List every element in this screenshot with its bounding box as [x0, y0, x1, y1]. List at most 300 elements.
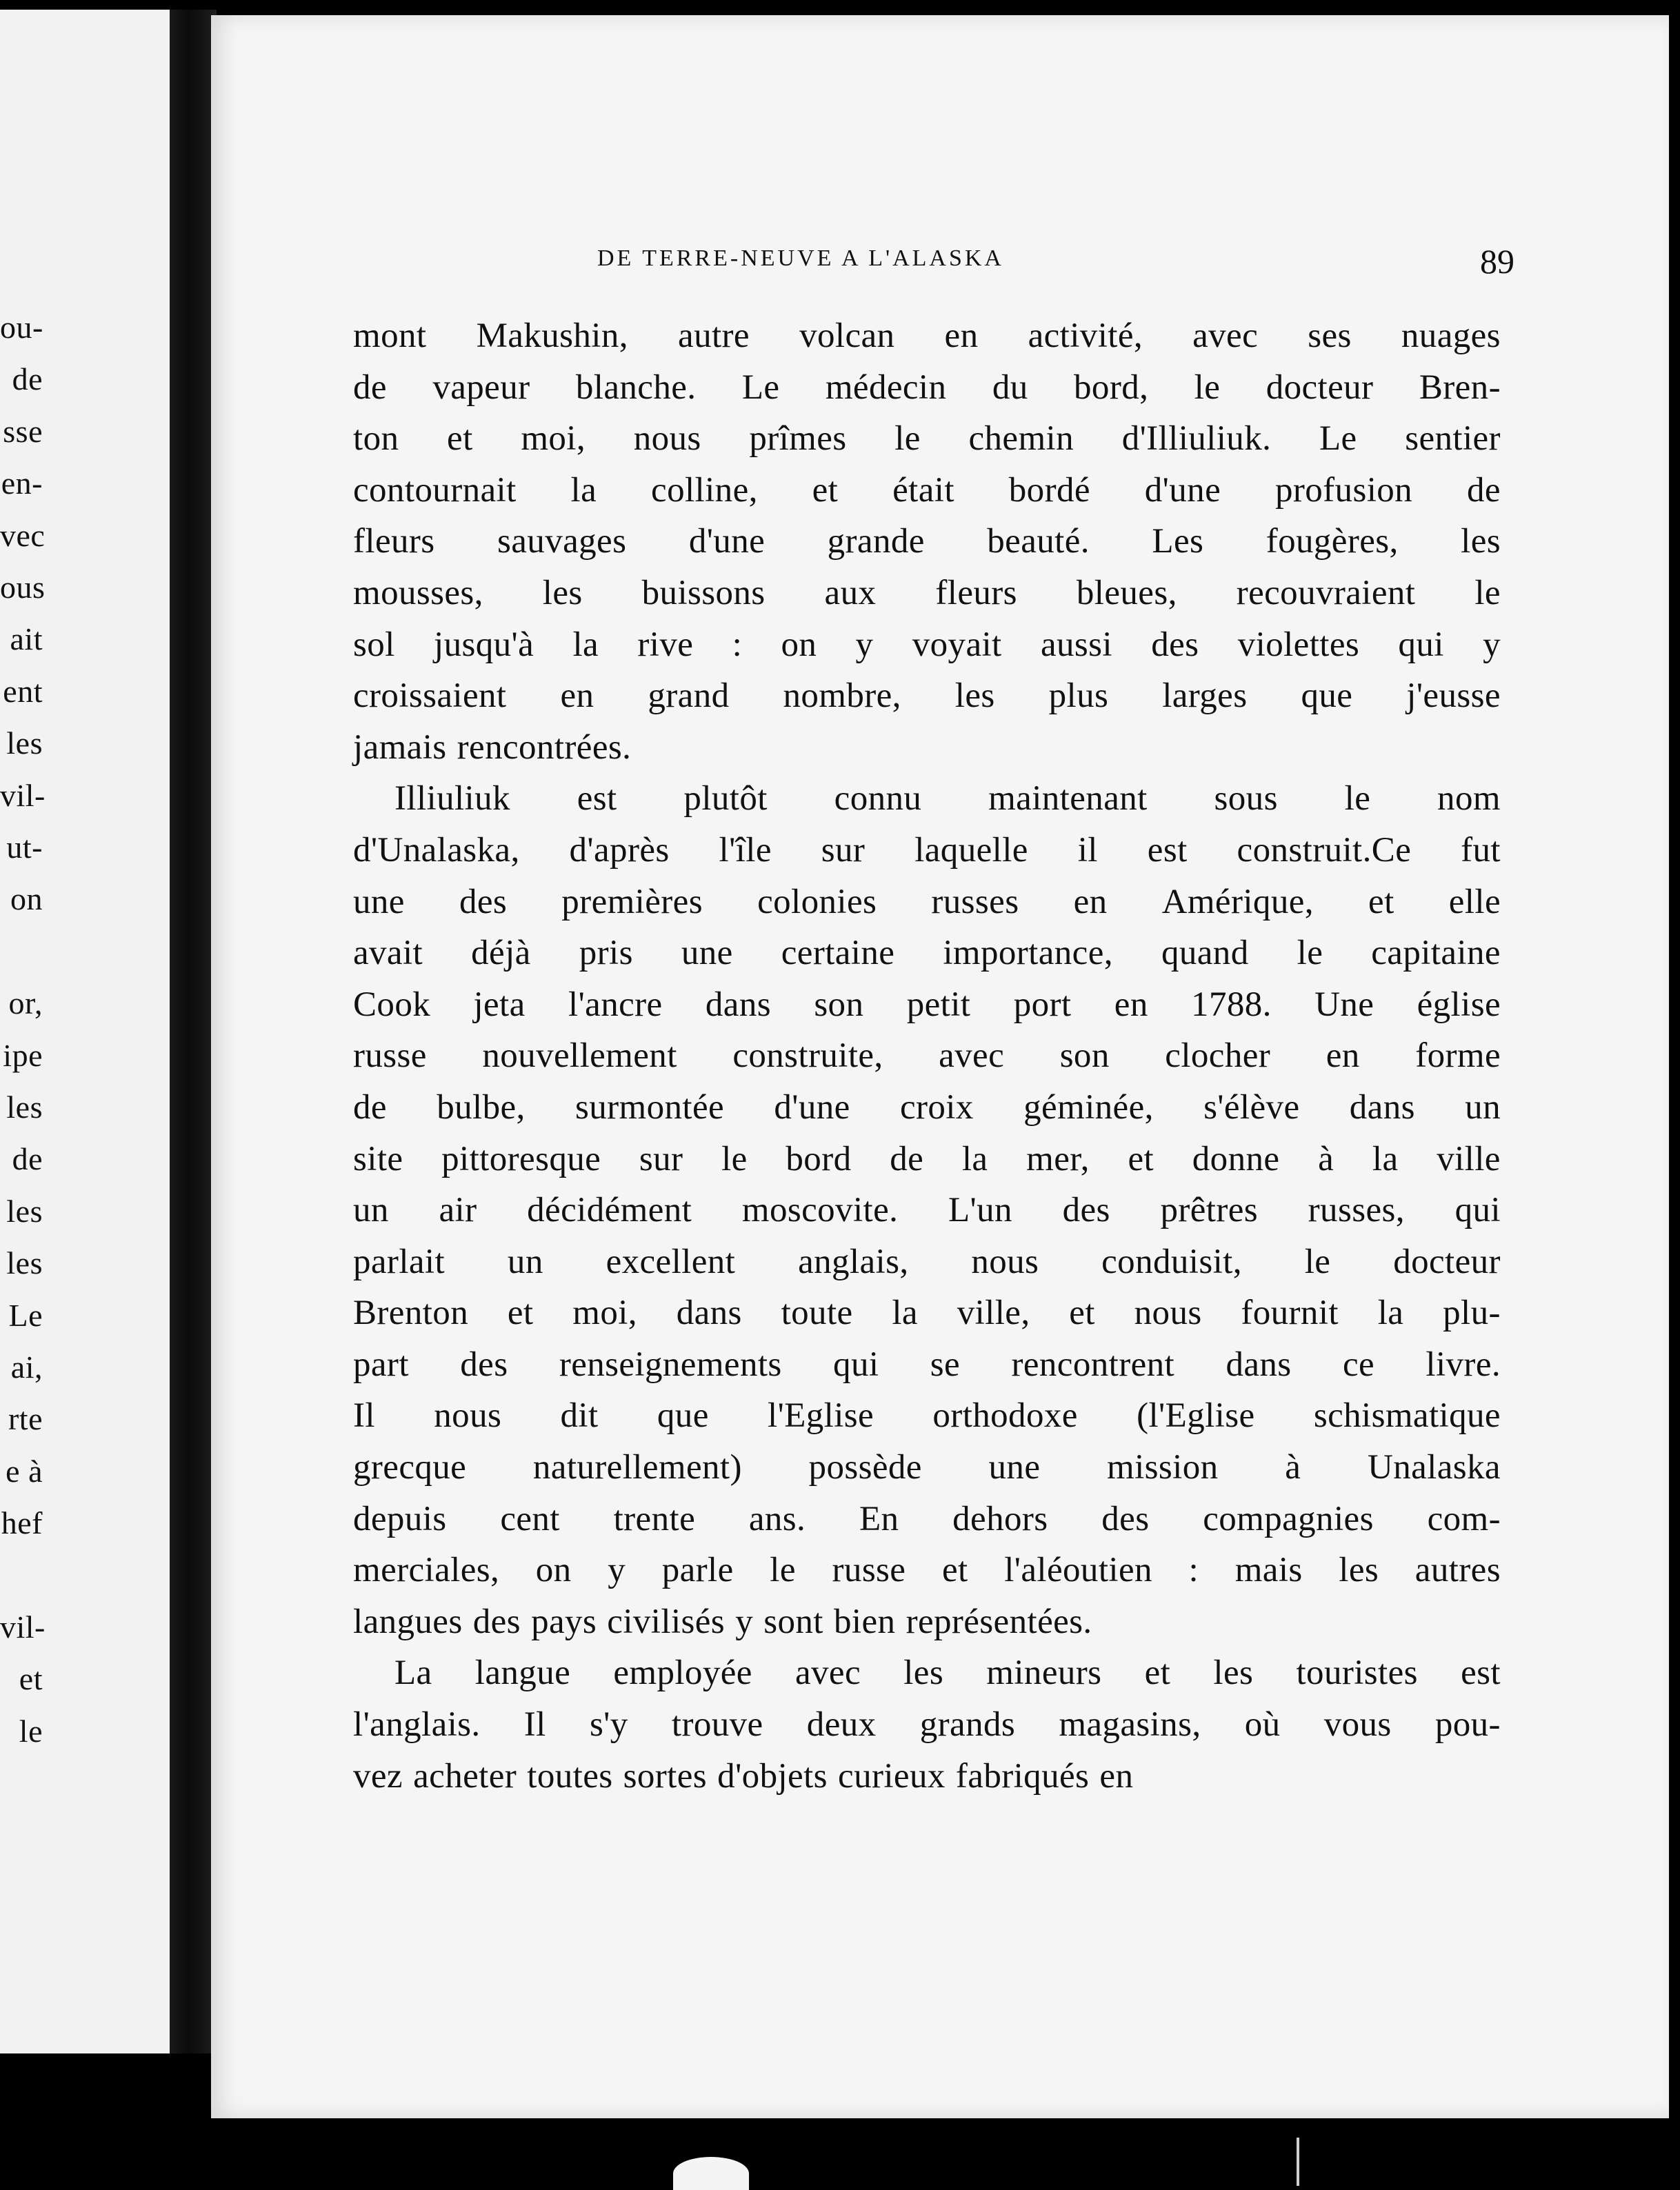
- word: est: [1461, 1654, 1501, 1693]
- word: le: [1344, 779, 1371, 818]
- word: sur: [639, 1139, 683, 1178]
- word: la: [572, 625, 599, 664]
- word: Il: [353, 1396, 375, 1436]
- word: mission: [1107, 1448, 1219, 1487]
- word: de: [353, 368, 387, 407]
- word: docteur: [1393, 1242, 1501, 1281]
- word: nom: [1437, 779, 1501, 818]
- text-line: [353, 876, 1501, 928]
- word: les: [1339, 1551, 1379, 1590]
- word: en: [1114, 985, 1148, 1024]
- word: autre: [678, 317, 750, 355]
- word: une: [353, 882, 405, 921]
- word: langue: [474, 1654, 571, 1693]
- text-line: [353, 825, 1501, 876]
- word: la: [892, 1294, 918, 1333]
- text-line: [353, 516, 1501, 567]
- body-text: [353, 310, 1501, 1802]
- word: russe: [832, 1551, 906, 1590]
- word: mousses,: [353, 573, 483, 612]
- word: dehors: [952, 1499, 1048, 1538]
- word: le: [1194, 368, 1221, 407]
- word: quand: [1161, 934, 1249, 973]
- word: magasins,: [1059, 1705, 1201, 1745]
- word: sous: [1214, 779, 1278, 818]
- text-line: [353, 1390, 1501, 1442]
- word: ville: [1437, 1139, 1501, 1178]
- left-page-line-fragment: ai,: [10, 1349, 43, 1385]
- word: son: [1059, 1036, 1110, 1076]
- word: avec: [795, 1654, 861, 1693]
- left-page-line-fragment: les: [6, 1245, 43, 1281]
- word: ce: [1342, 1345, 1375, 1384]
- word: part: [353, 1345, 409, 1384]
- scan-speck: [1297, 2138, 1299, 2186]
- word: son: [814, 985, 864, 1024]
- word: trouve: [671, 1705, 763, 1745]
- text-line: vez acheter toutes sortes d'objets curieux fabriqués en: [353, 1756, 1134, 1796]
- word: jeta: [473, 985, 526, 1024]
- word: :: [732, 625, 743, 664]
- word: en: [1073, 882, 1108, 921]
- word: donne: [1192, 1139, 1280, 1178]
- word: en: [944, 317, 979, 355]
- word: bordé: [1008, 470, 1090, 510]
- word: :: [1188, 1551, 1199, 1590]
- word: autres: [1414, 1551, 1501, 1590]
- word: nouvellement: [482, 1036, 677, 1076]
- word: nous: [633, 419, 701, 459]
- left-page-line-fragment: vec: [0, 517, 46, 553]
- text-line: [353, 413, 1501, 465]
- left-page-line-fragment: les: [6, 1193, 43, 1229]
- word: Une: [1314, 985, 1374, 1024]
- left-page-line-fragment: ut-: [6, 830, 43, 865]
- word: dans: [1349, 1087, 1415, 1127]
- text-line: [353, 1647, 1501, 1699]
- word: sauvages: [497, 522, 627, 561]
- text-line: [353, 465, 1501, 516]
- text-line: [353, 1545, 1501, 1596]
- word: employée: [613, 1654, 752, 1693]
- word: décidément: [527, 1191, 692, 1230]
- text-line: [353, 1030, 1501, 1082]
- word: voyait: [912, 625, 1002, 664]
- left-page-line-fragment: hef: [1, 1505, 43, 1541]
- header-title: DE TERRE-NEUVE A L'ALASKA: [597, 245, 1004, 271]
- word: merciales,: [353, 1551, 500, 1590]
- word: Brenton: [353, 1294, 469, 1333]
- word: nous: [971, 1242, 1039, 1281]
- word: d'Unalaska,: [353, 830, 520, 870]
- word: connu: [834, 779, 922, 818]
- word: chemin: [968, 419, 1074, 459]
- word: schismatique: [1313, 1396, 1501, 1436]
- word: touristes: [1296, 1654, 1418, 1693]
- word: La: [394, 1654, 432, 1693]
- text-line: [353, 362, 1501, 414]
- word: 1788.: [1191, 985, 1272, 1024]
- word: surmontée: [575, 1087, 725, 1127]
- word: et: [507, 1294, 534, 1333]
- word: ville,: [957, 1294, 1030, 1333]
- word: depuis: [353, 1499, 447, 1538]
- word: plu-: [1443, 1294, 1501, 1333]
- word: à: [1318, 1139, 1334, 1178]
- word: le: [1304, 1242, 1331, 1281]
- left-page-line-fragment: ipe: [3, 1037, 43, 1073]
- word: nuages: [1401, 317, 1501, 355]
- word: mineurs: [986, 1654, 1102, 1693]
- word: il: [1077, 830, 1098, 870]
- word: le: [1474, 573, 1501, 612]
- left-page-line-fragment: vil-: [0, 1609, 46, 1645]
- word: des: [460, 1345, 508, 1384]
- word: l'anglais.: [353, 1705, 481, 1745]
- word: grand: [648, 676, 730, 716]
- text-line: [353, 619, 1501, 671]
- word: sur: [821, 830, 866, 870]
- word: d'une: [774, 1087, 850, 1127]
- word: ses: [1308, 317, 1352, 355]
- word: renseignements: [559, 1345, 782, 1384]
- word: les: [1213, 1654, 1254, 1693]
- word: volcan: [799, 317, 895, 355]
- word: la: [1377, 1294, 1404, 1333]
- word: grande: [827, 522, 925, 561]
- word: rencontrent: [1011, 1345, 1175, 1384]
- word: com-: [1427, 1499, 1501, 1538]
- word: sentier: [1405, 419, 1501, 459]
- word: livre.: [1426, 1345, 1501, 1384]
- word: jusqu'à: [434, 625, 534, 664]
- word: ton: [353, 419, 399, 459]
- text-line: [353, 1236, 1501, 1288]
- left-page-line-fragment: les: [6, 725, 43, 761]
- word: Illiuliuk: [394, 779, 510, 818]
- text-line: [353, 927, 1501, 979]
- left-page-line-fragment: ous: [0, 570, 46, 605]
- word: Il: [523, 1705, 546, 1745]
- word: des: [1151, 625, 1199, 664]
- word: ans.: [748, 1499, 806, 1538]
- word: russes,: [1308, 1191, 1405, 1230]
- word: cent: [500, 1499, 560, 1538]
- word: air: [439, 1191, 477, 1230]
- word: importance,: [943, 934, 1113, 973]
- word: Unalaska: [1367, 1448, 1501, 1487]
- left-page-line-fragment: on: [10, 881, 43, 917]
- left-page-line-fragment: en-: [1, 465, 43, 501]
- word: bulbe,: [437, 1087, 526, 1127]
- word: avec: [1192, 317, 1259, 355]
- word: est: [1147, 830, 1188, 870]
- word: bleues,: [1076, 573, 1177, 612]
- word: croissaient: [353, 676, 507, 716]
- word: russe: [353, 1036, 427, 1076]
- word: qui: [1398, 625, 1444, 664]
- text-line: [353, 670, 1501, 722]
- word: plus: [1048, 676, 1109, 716]
- text-line: [353, 1442, 1501, 1494]
- left-page-line-fragment: de: [12, 361, 43, 397]
- word: et: [447, 419, 473, 459]
- word: Le: [1319, 419, 1357, 459]
- word: Le: [741, 368, 780, 407]
- word: beauté.: [987, 522, 1090, 561]
- word: mais: [1234, 1551, 1303, 1590]
- word: bord: [786, 1139, 852, 1178]
- word: forme: [1415, 1036, 1501, 1076]
- word: mont: [353, 317, 427, 355]
- word: se: [930, 1345, 961, 1384]
- word: premières: [561, 882, 703, 921]
- word: le: [1297, 934, 1323, 973]
- word: le: [894, 419, 921, 459]
- left-page-line-fragment: et: [19, 1661, 43, 1697]
- running-header: [597, 242, 1514, 294]
- word: nous: [434, 1396, 502, 1436]
- word: que: [657, 1396, 709, 1436]
- word: moi,: [572, 1294, 637, 1333]
- word: et: [812, 470, 839, 510]
- left-page-line-fragment: rte: [8, 1401, 43, 1437]
- left-page-line-fragment: de: [12, 1141, 43, 1177]
- word: médecin: [825, 368, 947, 407]
- word: l'Eglise: [768, 1396, 874, 1436]
- word: qui: [833, 1345, 879, 1384]
- word: d'Illiuliuk.: [1121, 419, 1272, 459]
- word: deux: [806, 1705, 877, 1745]
- word: violettes: [1237, 625, 1360, 664]
- scan-speck: [673, 2157, 749, 2190]
- word: avec: [939, 1036, 1005, 1076]
- word: contournait: [353, 470, 517, 510]
- word: russes: [931, 882, 1019, 921]
- word: conduisit,: [1101, 1242, 1242, 1281]
- text-line: [353, 979, 1501, 1031]
- word: elle: [1448, 882, 1501, 921]
- word: des: [459, 882, 508, 921]
- word: aux: [824, 573, 877, 612]
- word: la: [570, 470, 597, 510]
- word: déjà: [471, 934, 531, 973]
- page-number: 89: [1480, 242, 1514, 281]
- text-line: [353, 1134, 1501, 1185]
- word: port: [1013, 985, 1072, 1024]
- word: à: [1285, 1448, 1301, 1487]
- word: dans: [676, 1294, 742, 1333]
- word: le: [770, 1551, 796, 1590]
- word: l'aléoutien: [1004, 1551, 1152, 1590]
- word: plutôt: [683, 779, 768, 818]
- word: d'après: [569, 830, 670, 870]
- word: dans: [705, 985, 771, 1024]
- word: rive: [637, 625, 694, 664]
- word: nombre,: [783, 676, 901, 716]
- book-gutter: [170, 10, 217, 2053]
- word: dit: [560, 1396, 599, 1436]
- word: profusion: [1274, 470, 1413, 510]
- word: petit: [906, 985, 971, 1024]
- word: Makushin,: [476, 317, 628, 355]
- word: activité,: [1028, 317, 1143, 355]
- word: prîmes: [749, 419, 847, 459]
- right-page: [211, 15, 1669, 2118]
- word: d'une: [1144, 470, 1221, 510]
- word: s'élève: [1203, 1087, 1300, 1127]
- text-line: [353, 1339, 1501, 1391]
- word: de: [353, 1087, 387, 1127]
- word: les: [954, 676, 995, 716]
- word: qui: [1454, 1191, 1501, 1230]
- word: un: [1465, 1087, 1501, 1127]
- word: pou-: [1434, 1705, 1501, 1745]
- word: fougères,: [1266, 522, 1399, 561]
- word: larges: [1162, 676, 1248, 716]
- word: Les: [1152, 522, 1204, 561]
- word: prêtres: [1160, 1191, 1258, 1230]
- word: pris: [579, 934, 633, 973]
- text-line: [353, 1699, 1501, 1751]
- word: y: [855, 625, 874, 664]
- word: laquelle: [914, 830, 1028, 870]
- word: un: [353, 1191, 389, 1230]
- word: orthodoxe: [932, 1396, 1078, 1436]
- word: en: [1326, 1036, 1360, 1076]
- word: vous: [1323, 1705, 1392, 1745]
- word: un: [507, 1242, 543, 1281]
- text-line: [353, 1082, 1501, 1134]
- word: croix: [899, 1087, 974, 1127]
- left-page-line-fragment: or,: [8, 985, 43, 1021]
- word: et: [1069, 1294, 1095, 1333]
- word: y: [608, 1551, 626, 1590]
- word: Amérique,: [1161, 882, 1314, 921]
- word: site: [353, 1139, 403, 1178]
- text-line: jamais rencontrées.: [353, 727, 632, 767]
- word: l'ancre: [568, 985, 663, 1024]
- word: trente: [613, 1499, 696, 1538]
- word: clocher: [1165, 1036, 1271, 1076]
- word: que: [1301, 676, 1353, 716]
- text-line: langues des pays civilisés y sont bien représentées.: [353, 1602, 1092, 1641]
- left-page-line-fragment: ait: [10, 621, 43, 657]
- word: recouvraient: [1236, 573, 1416, 612]
- word: fut: [1461, 830, 1501, 870]
- word: Bren-: [1419, 368, 1501, 407]
- word: capitaine: [1371, 934, 1501, 973]
- word: compagnies: [1203, 1499, 1374, 1538]
- word: aussi: [1040, 625, 1112, 664]
- word: Cook: [353, 985, 431, 1024]
- word: sol: [353, 625, 395, 664]
- left-page-line-fragment: le: [19, 1713, 43, 1749]
- word: parle: [661, 1551, 734, 1590]
- word: où: [1244, 1705, 1281, 1745]
- word: la: [1372, 1139, 1399, 1178]
- word: maintenant: [988, 779, 1148, 818]
- left-page-line-fragment: les: [6, 1089, 43, 1125]
- word: grands: [919, 1705, 1016, 1745]
- word: fournit: [1241, 1294, 1339, 1333]
- word: on: [781, 625, 817, 664]
- word: d'une: [688, 522, 766, 561]
- word: la: [961, 1139, 988, 1178]
- word: construite,: [732, 1036, 883, 1076]
- word: des: [1101, 1499, 1150, 1538]
- word: des: [1062, 1191, 1110, 1230]
- word: on: [535, 1551, 572, 1590]
- word: et: [941, 1551, 968, 1590]
- text-line: [353, 1185, 1501, 1236]
- left-page-line-fragment: ent: [3, 673, 43, 709]
- word: construit.Ce: [1237, 830, 1412, 870]
- word: géminée,: [1023, 1087, 1154, 1127]
- word: colonies: [757, 882, 877, 921]
- word: y: [1483, 625, 1501, 664]
- word: bord,: [1074, 368, 1149, 407]
- word: avait: [353, 934, 423, 973]
- word: naturellement): [532, 1448, 742, 1487]
- word: moi,: [521, 419, 586, 459]
- word: église: [1417, 985, 1501, 1024]
- word: de: [1466, 470, 1501, 510]
- word: possède: [808, 1448, 922, 1487]
- word: de: [890, 1139, 924, 1178]
- left-page-line-fragment: vil-: [0, 777, 46, 813]
- word: est: [577, 779, 617, 818]
- text-line: [353, 310, 1501, 362]
- left-page-line-fragment: e à: [6, 1453, 43, 1489]
- left-page-line-fragment: Le: [8, 1297, 43, 1333]
- word: toute: [781, 1294, 853, 1333]
- word: fleurs: [353, 522, 435, 561]
- word: parlait: [353, 1242, 446, 1281]
- word: docteur: [1266, 368, 1374, 407]
- word: anglais,: [798, 1242, 909, 1281]
- word: grecque: [353, 1448, 467, 1487]
- word: certaine: [781, 934, 895, 973]
- word: les: [1461, 522, 1501, 561]
- word: vapeur: [432, 368, 530, 407]
- word: nous: [1134, 1294, 1202, 1333]
- word: mer,: [1026, 1139, 1090, 1178]
- word: s'y: [589, 1705, 628, 1745]
- word: fleurs: [935, 573, 1017, 612]
- text-line: [353, 1494, 1501, 1545]
- word: excellent: [606, 1242, 736, 1281]
- word: le: [721, 1139, 748, 1178]
- word: une: [988, 1448, 1041, 1487]
- word: L'un: [948, 1191, 1012, 1230]
- word: En: [859, 1499, 899, 1538]
- word: (l'Eglise: [1137, 1396, 1255, 1436]
- word: et: [1144, 1654, 1171, 1693]
- word: pittoresque: [441, 1139, 601, 1178]
- left-page-line-fragment: ou-: [0, 310, 43, 345]
- word: les: [542, 573, 583, 612]
- text-line: [353, 773, 1501, 825]
- word: et: [1368, 882, 1394, 921]
- word: dans: [1226, 1345, 1292, 1384]
- text-line: [353, 1287, 1501, 1339]
- word: et: [1128, 1139, 1154, 1178]
- word: en: [560, 676, 594, 716]
- word: une: [681, 934, 733, 973]
- word: blanche.: [575, 368, 697, 407]
- word: colline,: [651, 470, 758, 510]
